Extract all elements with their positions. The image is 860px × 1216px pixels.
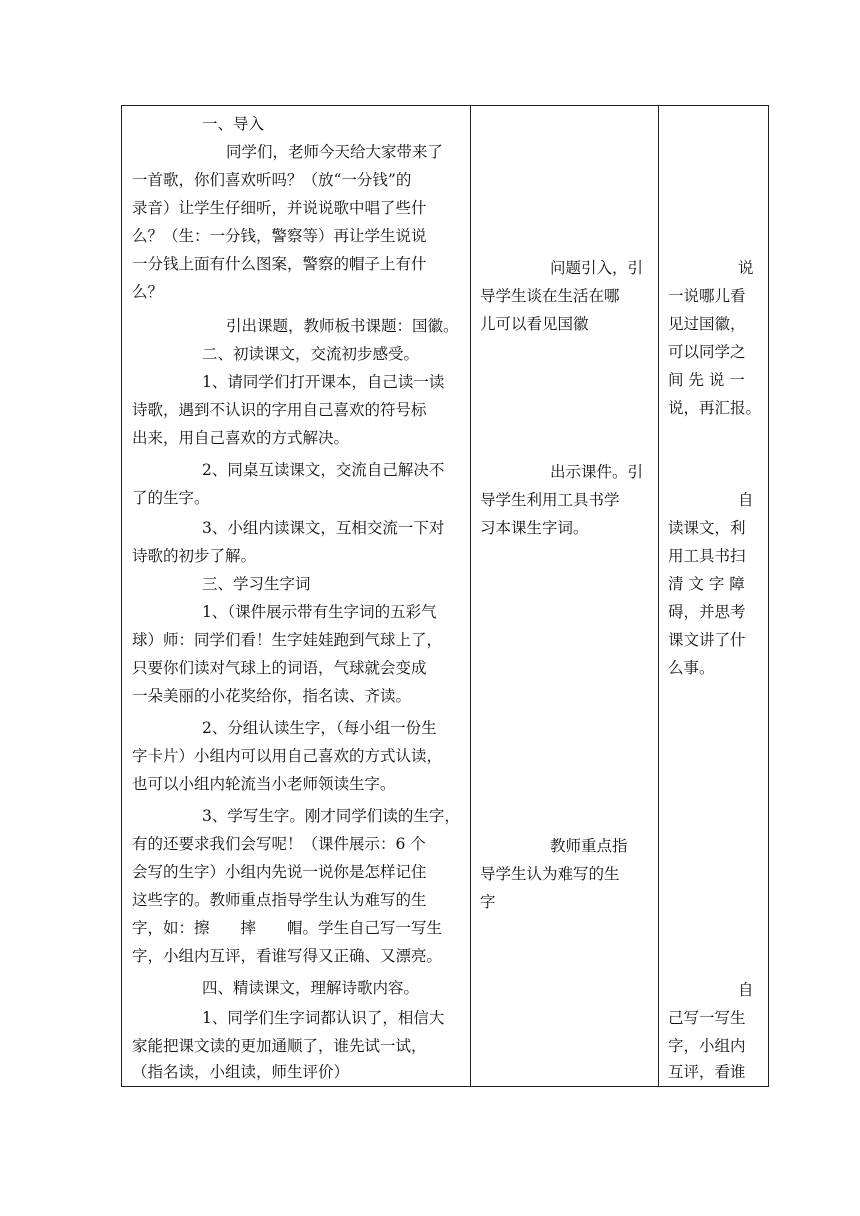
text-line: 1、（课件展示带有生字词的五彩气: [202, 603, 437, 621]
text-line: 1、同学们生字词都认识了，相信大: [202, 1009, 445, 1027]
text-line: 己写一写生: [668, 1009, 746, 1027]
text-line: 也可以小组内轮流当小老师领读生字。: [132, 775, 396, 793]
text-line: 一首歌，你们喜欢听吗？（放“一分钱”的: [132, 171, 412, 189]
text-line: 导学生利用工具书学: [480, 491, 620, 509]
text-line: 3、小组内读课文，互相交流一下对: [202, 519, 445, 537]
text-line: 出来，用自己喜欢的方式解决。: [132, 429, 350, 447]
text-line: 出示课件。引: [550, 463, 644, 481]
text-line: 见过国徽，: [668, 315, 746, 333]
text-line: 字，小组内: [668, 1037, 746, 1055]
text-line: 问题引入，引: [550, 259, 644, 277]
text-line: 1、请同学们打开课本，自己读一读: [202, 373, 445, 391]
text-line: 3、学写生字。刚才同学们读的生字，: [202, 807, 460, 825]
text-line: 字，如：擦 摔 帽。学生自己写一写生: [132, 919, 443, 937]
text-line: 导学生认为难写的生: [480, 865, 620, 883]
section-heading: 一、导入: [202, 115, 265, 133]
text-line: 这些字的。教师重点指导学生认为难写的生: [132, 891, 427, 909]
text-line: 2、分组认读生字，（每小组一份生: [202, 719, 437, 737]
text-line: 说，再汇报。: [668, 399, 762, 417]
text-line: 2、同桌互读课文，交流自己解决不: [202, 461, 445, 479]
column-divider: [470, 106, 471, 1086]
text-line: 习本课生字词。: [480, 519, 589, 537]
text-line: 儿可以看见国徽: [480, 315, 589, 333]
text-line: 么？（生：一分钱，警察等）再让学生说说: [132, 227, 427, 245]
text-line: 引出课题，教师板书课题：国徽。: [226, 317, 459, 335]
text-line: 录音）让学生仔细听，并说说歌中唱了些什: [132, 199, 427, 217]
text-line: 一分钱上面有什么图案，警察的帽子上有什: [132, 255, 427, 273]
text-line: 么事。: [668, 659, 715, 677]
text-line: 家能把课文读的更加通顺了，谁先试一试，: [132, 1037, 427, 1055]
section-heading: 四、精读课文，理解诗歌内容。: [202, 979, 420, 997]
lesson-table: [121, 105, 769, 1087]
text-line: 可以同学之: [668, 343, 746, 361]
text-line: 导学生谈在生活在哪: [480, 287, 620, 305]
text-line: 球）师：同学们看！生字娃娃跑到气球上了，: [132, 631, 443, 649]
text-line: 有的还要求我们会写呢！（课件展示：6 个: [132, 835, 426, 853]
text-line: 同学们，老师今天给大家带来了: [226, 143, 444, 161]
section-heading: 三、学习生字词: [202, 575, 311, 593]
text-line: 碍，并思考: [668, 603, 746, 621]
text-line: 互评，看谁: [668, 1063, 746, 1081]
text-line: 字，小组内互评，看谁写得又正确、又漂亮。: [132, 947, 443, 965]
text-line: 了的生字。: [132, 489, 210, 507]
text-line: 字: [480, 893, 496, 911]
text-line: 只要你们读对气球上的词语，气球就会变成: [132, 659, 427, 677]
text-line: 教师重点指: [550, 837, 628, 855]
text-line: 自: [738, 491, 754, 509]
text-line: 读课文，利: [668, 519, 746, 537]
text-line: 一说哪儿看: [668, 287, 746, 305]
text-line: 间 先 说 一: [668, 371, 745, 389]
text-line: 么？: [132, 283, 164, 301]
text-line: 诗歌的初步了解。: [132, 547, 257, 565]
text-line: 说: [738, 259, 754, 277]
text-line: 课文讲了什: [668, 631, 746, 649]
text-line: 自: [738, 981, 754, 999]
text-line: （指名读，小组读，师生评价）: [132, 1063, 350, 1081]
section-heading: 二、初读课文，交流初步感受。: [202, 345, 420, 363]
text-line: 用工具书扫: [668, 547, 746, 565]
text-line: 诗歌，遇到不认识的字用自己喜欢的符号标: [132, 401, 427, 419]
text-line: 一朵美丽的小花奖给你，指名读、齐读。: [132, 687, 412, 705]
text-line: 字卡片）小组内可以用自己喜欢的方式认读，: [132, 747, 443, 765]
column-divider: [658, 106, 659, 1086]
text-line: 会写的生字）小组内先说一说你是怎样记住: [132, 863, 427, 881]
text-line: 清 文 字 障: [668, 575, 745, 593]
